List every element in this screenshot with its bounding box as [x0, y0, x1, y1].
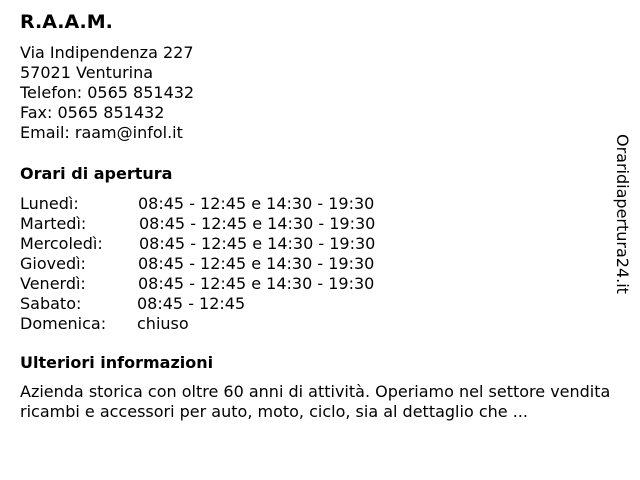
hours-time: 08:45 - 12:45 e 14:30 - 19:30 [138, 194, 375, 213]
hours-day: Sabato: [20, 294, 82, 313]
hours-row-wednesday [20, 234, 620, 254]
hours-day: Giovedì: [20, 254, 86, 273]
hours-row-thursday [20, 254, 620, 274]
hours-row-friday [20, 274, 620, 294]
hours-day: Martedì: [20, 214, 87, 233]
hours-heading: Orari di apertura [20, 164, 173, 183]
business-name: R.A.A.M. [20, 11, 113, 33]
hours-day: Venerdì: [20, 274, 86, 293]
business-card [20, 10, 620, 422]
address-street: Via Indipendenza 227 [20, 43, 194, 62]
hours-table [20, 194, 620, 334]
hours-row-sunday [20, 314, 620, 334]
side-brand-text[interactable]: Oraridiapertura24.it [613, 134, 632, 294]
info-heading: Ulteriori informazioni [20, 353, 214, 372]
address-block [20, 43, 620, 143]
hours-day: Lunedì: [20, 194, 79, 213]
hours-row-monday [20, 194, 620, 214]
hours-row-tuesday [20, 214, 620, 234]
info-text: Azienda storica con oltre 60 anni di attività. Operiamo nel settore vendita ricambi e accessori per auto, moto, ciclo, sia al dettaglio che ... [20, 382, 611, 421]
hours-day: Mercoledì: [20, 234, 103, 253]
hours-time: 08:45 - 12:45 [137, 294, 246, 313]
address-email: Email: raam@infol.it [20, 123, 183, 142]
address-phone: Telefon: 0565 851432 [20, 83, 195, 102]
hours-row-saturday [20, 294, 620, 314]
hours-day: Domenica: [20, 314, 107, 333]
address-city: 57021 Venturina [20, 63, 154, 82]
address-fax: Fax: 0565 851432 [20, 103, 165, 122]
hours-time: 08:45 - 12:45 e 14:30 - 19:30 [139, 214, 376, 233]
hours-time: 08:45 - 12:45 e 14:30 - 19:30 [138, 254, 375, 273]
hours-time: 08:45 - 12:45 e 14:30 - 19:30 [138, 274, 375, 293]
hours-time: chiuso [137, 314, 189, 333]
hours-time: 08:45 - 12:45 e 14:30 - 19:30 [139, 234, 376, 253]
